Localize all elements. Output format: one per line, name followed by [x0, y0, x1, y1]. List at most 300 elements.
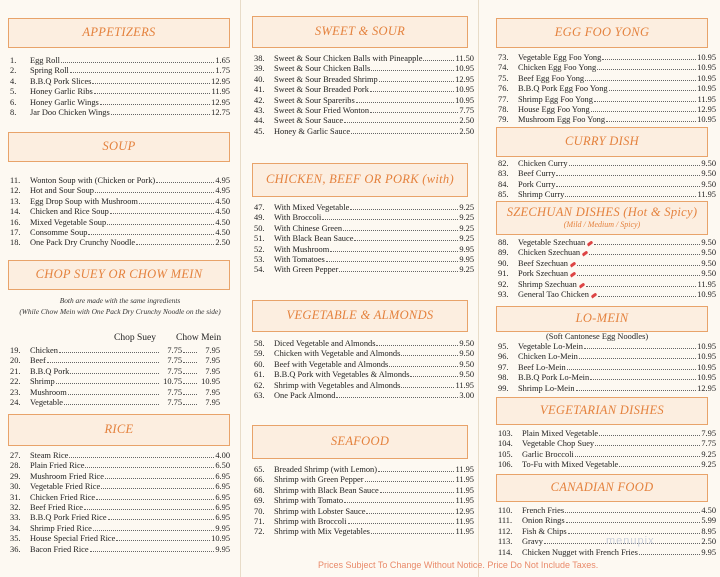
item-price: 10.95	[455, 85, 474, 95]
item-name: Wonton Soup with (Chicken or Pork)	[30, 176, 156, 185]
item-name: Breaded Shrimp (with Lemon)	[274, 465, 378, 474]
item-number: 78.	[498, 104, 509, 114]
item-price: 11.95	[455, 516, 474, 526]
leader-dots	[139, 203, 214, 204]
leader-dots	[598, 296, 696, 297]
item-price: 2.50	[459, 126, 474, 136]
price-footer: Prices Subject To Change Without Notice. Price Do Not Include Taxes.	[318, 560, 599, 570]
item-name: Onion Rings	[522, 516, 565, 526]
leader-dots	[96, 499, 214, 500]
menu-item	[10, 367, 220, 377]
item-number: 68.	[254, 485, 265, 495]
item-name: Mushroom Fried Rice	[30, 471, 104, 481]
menu-item	[498, 95, 716, 105]
leader-dots	[90, 551, 215, 552]
menu-item	[498, 450, 716, 460]
leader-dots	[330, 251, 458, 252]
item-price: 10.95	[211, 534, 230, 544]
menu-item	[254, 224, 474, 234]
item-name: Jar Doo Chicken Wings	[30, 107, 110, 117]
leader-dots	[606, 121, 696, 122]
watermark: menupix	[606, 535, 655, 547]
leader-dots	[336, 397, 458, 398]
menu-item	[498, 342, 716, 352]
item-name: Sweet & Sour Fried Wonton	[274, 105, 370, 115]
menu-item	[254, 116, 474, 126]
menu-item	[498, 429, 716, 439]
item-name: With Mixed Vegetable	[274, 203, 350, 212]
item-name: With Broccoli	[274, 213, 322, 223]
leader-dots	[589, 254, 700, 255]
rice-list	[10, 451, 230, 555]
chow-mein-col-label: Chow Mein	[176, 333, 222, 343]
menu-item	[10, 534, 230, 544]
item-number: 34.	[10, 523, 21, 533]
menu-item	[10, 388, 220, 398]
menu-item	[254, 465, 474, 475]
item-price: 9.50	[701, 248, 716, 258]
appetizers-list	[10, 56, 230, 118]
item-number: 72.	[254, 527, 265, 537]
chop-suey-col-label: Chop Suey	[114, 333, 156, 343]
leader-dots	[56, 383, 159, 384]
chow-mein-price: 10.95	[201, 377, 220, 387]
leader-dots	[594, 244, 700, 245]
szechuan-subtitle: (Mild / Medium / Spicy)	[563, 220, 641, 230]
item-name: Shrimp Lo-Mein	[518, 383, 575, 393]
menu-item	[254, 507, 474, 517]
item-price: 9.25	[701, 460, 716, 470]
leader-dots	[322, 219, 458, 220]
item-name: Sweet & Sour Spareribs	[274, 95, 355, 105]
item-name: Shrimp Szechuan	[518, 279, 577, 289]
item-number: 28.	[10, 461, 21, 471]
item-price: 11.95	[455, 485, 474, 495]
item-number: 112.	[498, 526, 513, 536]
item-name: With Green Pepper	[274, 265, 339, 275]
menu-item	[10, 238, 230, 248]
menu-item	[498, 190, 716, 200]
item-number: 92.	[498, 279, 509, 289]
szechuan-list	[498, 238, 716, 300]
item-price: 10.95	[697, 115, 716, 125]
item-number: 5.	[10, 87, 17, 97]
leader-dots	[339, 271, 458, 272]
item-name: Vegetable Fried Rice	[30, 482, 101, 492]
item-name: Vegetable Egg Foo Yong	[518, 53, 602, 62]
item-name: B.B.Q Pork Slices	[30, 76, 92, 86]
item-name: Sweet & Sour Breaded Pork	[274, 85, 369, 95]
menu-item	[498, 84, 716, 94]
item-name: Fish & Chips	[522, 526, 567, 536]
menu-item	[254, 349, 474, 359]
curry-header: CURRY DISH	[496, 127, 708, 157]
item-price: 9.95	[459, 244, 474, 254]
item-number: 40.	[254, 74, 265, 84]
item-name: One Pack Almond	[274, 390, 336, 400]
item-name: Shrimp Egg Foo Yong	[518, 94, 593, 104]
item-price: 9.25	[459, 234, 474, 244]
leader-dots	[354, 240, 458, 241]
lo-mein-list	[498, 342, 716, 394]
leader-dots	[401, 387, 454, 388]
egg-foo-yong-header: EGG FOO YONG	[496, 18, 708, 48]
item-number: 97.	[498, 362, 509, 372]
leader-dots	[619, 466, 700, 467]
menu-item	[498, 280, 716, 290]
leader-dots	[366, 513, 454, 514]
item-name: Chicken Nugget with French Fries	[522, 547, 638, 557]
menu-column-1	[0, 0, 240, 577]
menu-item	[10, 493, 230, 503]
leader-dots	[70, 373, 159, 374]
item-name: To-Fu with Mixed Vegetable	[522, 460, 619, 470]
item-number: 98.	[498, 373, 509, 383]
item-name: Chicken Egg Foo Yong	[518, 63, 597, 73]
menu-item	[10, 503, 230, 513]
item-price: 9.50	[459, 339, 474, 348]
item-number: 12.	[10, 186, 21, 196]
menu-item	[10, 513, 230, 523]
item-number: 36.	[10, 544, 21, 554]
item-number: 20.	[10, 356, 21, 366]
menu-item	[498, 506, 716, 516]
seafood-list	[254, 465, 474, 538]
item-price: 6.95	[215, 482, 230, 492]
item-number: 42.	[254, 95, 265, 105]
leader-dots	[594, 101, 697, 102]
menu-item	[10, 545, 230, 555]
item-price: 1.75	[215, 66, 230, 76]
item-name: Chicken with Vegetable and Almonds	[274, 349, 401, 359]
leader-dots	[183, 394, 197, 395]
item-number: 70.	[254, 506, 265, 516]
item-number: 65.	[254, 465, 265, 474]
menu-item	[498, 384, 716, 394]
item-name: Vegetable	[30, 397, 64, 407]
leader-dots	[556, 186, 700, 187]
rice-header: RICE	[8, 414, 230, 446]
lo-mein-subtitle: (Soft Cantonese Egg Noodles)	[546, 332, 649, 341]
menu-item	[254, 360, 474, 370]
item-price: 4.50	[215, 227, 230, 237]
item-number: 85.	[498, 190, 509, 200]
item-name: Beef Lo-Mein	[518, 362, 566, 372]
soup-header: SOUP	[8, 132, 230, 162]
item-number: 4.	[10, 76, 17, 86]
chow-mein-price: 7.95	[205, 397, 220, 407]
item-name: Shrimp with Broccoli	[274, 516, 347, 526]
menu-item	[254, 64, 474, 74]
item-price: 10.95	[697, 84, 716, 94]
item-price: 6.95	[215, 471, 230, 481]
item-number: 99.	[498, 383, 509, 393]
item-number: 104.	[498, 439, 513, 449]
item-price: 9.50	[701, 179, 716, 189]
item-name: House Egg Foo Yong	[518, 104, 590, 114]
leader-dots	[556, 175, 700, 176]
menu-item	[254, 527, 474, 537]
item-number: 50.	[254, 223, 265, 233]
item-price: 9.25	[701, 449, 716, 459]
item-name: Vegetable Chop Suey	[522, 439, 595, 449]
item-price: 6.95	[215, 502, 230, 512]
leader-dots	[590, 379, 696, 380]
item-name: Plain Fried Rice	[30, 461, 85, 471]
menu-item	[10, 451, 230, 461]
leader-dots	[350, 209, 458, 210]
leader-dots	[351, 133, 458, 134]
menu-item	[498, 105, 716, 115]
menu-item	[10, 197, 230, 207]
chop-suey-note-2: (While Chow Mein with One Pack Dry Crunchy Noodle on the side)	[19, 307, 221, 316]
item-number: 2.	[10, 66, 17, 76]
item-number: 30.	[10, 482, 21, 492]
leader-dots	[59, 352, 159, 353]
menu-item	[254, 213, 474, 223]
item-number: 76.	[498, 84, 509, 94]
item-number: 96.	[498, 352, 509, 362]
item-price: 10.95	[697, 362, 716, 372]
item-number: 111.	[498, 516, 513, 526]
leader-dots	[70, 72, 214, 73]
menu-item	[10, 228, 230, 238]
item-name: Chicken Curry	[518, 159, 568, 168]
leader-dots	[343, 230, 458, 231]
leader-dots	[389, 366, 458, 367]
item-name: Chicken Lo-Mein	[518, 352, 578, 362]
leader-dots	[584, 348, 696, 349]
leader-dots	[410, 376, 458, 377]
item-number: 24.	[10, 397, 21, 407]
item-number: 54.	[254, 265, 265, 275]
leader-dots	[68, 394, 159, 395]
item-price: 10.95	[697, 53, 716, 62]
menu-item	[254, 255, 474, 265]
item-name: Egg Drop Soup with Mushroom	[30, 196, 138, 206]
item-price: 7.75	[701, 439, 716, 449]
leader-dots	[326, 261, 459, 262]
item-number: 14.	[10, 207, 21, 217]
item-price: 2.50	[459, 116, 474, 126]
leader-dots	[567, 369, 696, 370]
item-name: Shrimp	[30, 377, 55, 387]
leader-dots	[183, 383, 197, 384]
item-name: Honey Garlic Wings	[30, 97, 99, 107]
leader-dots	[88, 234, 214, 235]
chop-suey-price: 7.75	[167, 366, 182, 376]
chow-mein-price: 7.95	[205, 346, 220, 355]
item-price: 3.00	[459, 390, 474, 400]
item-number: 51.	[254, 234, 265, 244]
leader-dots	[92, 83, 210, 84]
menu-item	[10, 356, 220, 366]
leader-dots	[423, 60, 454, 61]
leader-dots	[378, 471, 454, 472]
menu-item	[498, 169, 716, 179]
item-number: 8.	[10, 107, 17, 117]
menu-item	[254, 54, 474, 64]
item-name: Gravy	[522, 537, 543, 547]
leader-dots	[565, 512, 700, 513]
menu-item	[254, 486, 474, 496]
menu-item	[498, 180, 716, 190]
item-number: 74.	[498, 63, 509, 73]
menu-item	[10, 398, 220, 408]
item-price: 10.95	[697, 73, 716, 83]
item-price: 9.25	[459, 213, 474, 223]
leader-dots	[183, 404, 197, 405]
item-price: 10.95	[697, 373, 716, 383]
menu-item	[498, 259, 716, 269]
item-price: 12.95	[455, 74, 474, 84]
item-name: With Chinese Green	[274, 223, 343, 233]
leader-dots	[105, 478, 214, 479]
item-number: 35.	[10, 534, 21, 544]
veg-almonds-header: VEGETABLE & ALMONDS	[252, 300, 468, 332]
item-name: Pork Curry	[518, 179, 556, 189]
leader-dots	[566, 522, 701, 523]
item-price: 11.95	[697, 279, 716, 289]
item-number: 91.	[498, 269, 509, 279]
item-price: 10.95	[455, 95, 474, 105]
menu-item	[10, 377, 220, 387]
item-price: 6.50	[215, 461, 230, 471]
leader-dots	[93, 530, 214, 531]
soup-list	[10, 176, 230, 249]
item-number: 16.	[10, 217, 21, 227]
chop-suey-price: 7.75	[167, 387, 182, 397]
menu-item	[498, 63, 716, 73]
leader-dots	[47, 362, 159, 363]
item-name: General Tao Chicken	[518, 289, 589, 299]
item-name: Pork Szechuan	[518, 269, 569, 279]
leader-dots	[597, 69, 696, 70]
leader-dots	[586, 286, 697, 287]
item-name: Plain Mixed Vegetable	[522, 429, 599, 438]
menu-item	[498, 269, 716, 279]
item-number: 71.	[254, 516, 265, 526]
item-price: 12.95	[697, 383, 716, 393]
item-number: 113.	[498, 537, 513, 547]
canadian-list	[498, 506, 716, 558]
canadian-header: CANADIAN FOOD	[496, 474, 708, 502]
item-name: Chicken	[30, 346, 58, 355]
item-number: 32.	[10, 502, 21, 512]
menu-item	[254, 370, 474, 380]
item-name: B.B.Q Pork Egg Foo Yong	[518, 84, 608, 94]
leader-dots	[595, 445, 700, 446]
menu-item	[498, 352, 716, 362]
leader-dots	[116, 540, 210, 541]
item-number: 84.	[498, 179, 509, 189]
item-price: 12.95	[211, 76, 230, 86]
leader-dots	[370, 112, 458, 113]
leader-dots	[371, 533, 455, 534]
leader-dots	[575, 456, 700, 457]
leader-dots	[568, 533, 701, 534]
item-name: Shrimp with Black Bean Sauce	[274, 485, 379, 495]
item-name: Vegetable Szechuan	[518, 238, 586, 247]
item-number: 63.	[254, 390, 265, 400]
vegetarian-list	[498, 429, 716, 471]
item-number: 1.	[10, 56, 17, 65]
item-price: 9.50	[701, 258, 716, 268]
leader-dots	[64, 404, 159, 405]
leader-dots	[565, 196, 696, 197]
item-name: Sweet & Sour Chicken Balls with Pineapple	[274, 54, 423, 63]
menu-item	[254, 96, 474, 106]
item-number: 95.	[498, 342, 509, 351]
item-price: 9.95	[701, 547, 716, 557]
item-number: 6.	[10, 97, 17, 107]
item-name: Beef Fried Rice	[30, 502, 84, 512]
item-price: 11.95	[211, 87, 230, 97]
chop-suey-price: 7.75	[167, 397, 182, 407]
chop-suey-list	[10, 346, 220, 408]
item-price: 4.95	[215, 176, 230, 185]
item-number: 13.	[10, 196, 21, 206]
item-name: House Special Fried Rice	[30, 534, 116, 544]
menu-item	[498, 363, 716, 373]
egg-foo-yong-list	[498, 53, 716, 126]
menu-item	[254, 339, 474, 349]
item-price: 10.95	[697, 342, 716, 351]
item-name: Shrimp with Mix Vegetables	[274, 527, 370, 537]
leader-dots	[107, 224, 214, 225]
item-price: 9.50	[459, 359, 474, 369]
item-price: 9.50	[459, 349, 474, 359]
menu-item	[498, 516, 716, 526]
item-price: 4.50	[701, 506, 716, 515]
leader-dots	[183, 373, 197, 374]
item-price: 11.95	[455, 527, 474, 537]
leader-dots	[577, 265, 700, 266]
item-number: 23.	[10, 387, 21, 397]
lo-mein-header: LO-MEIN	[496, 306, 708, 332]
item-name: Garlic Broccoli	[522, 449, 574, 459]
pepper-icon	[591, 293, 598, 299]
leader-dots	[569, 165, 701, 166]
item-number: 66.	[254, 475, 265, 485]
leader-dots	[183, 362, 197, 363]
item-name: Beef Egg Foo Yong	[518, 73, 585, 83]
menu-item	[498, 373, 716, 383]
menu-item	[498, 548, 716, 558]
menu-item	[498, 290, 716, 300]
item-name: Diced Vegetable and Almonds	[274, 339, 376, 348]
menu-item	[254, 265, 474, 275]
chicken-beef-pork-list	[254, 203, 474, 276]
item-name: Mushroom Egg Foo Yong	[518, 115, 606, 125]
leader-dots	[108, 519, 215, 520]
leader-dots	[156, 182, 214, 183]
leader-dots	[376, 345, 458, 346]
item-number: 90.	[498, 258, 509, 268]
leader-dots	[183, 352, 197, 353]
item-price: 10.95	[697, 352, 716, 362]
item-name: French Fries	[522, 506, 565, 515]
item-price: 11.95	[455, 465, 474, 474]
item-name: Sweet & Sour Chicken Balls	[274, 64, 371, 74]
item-number: 69.	[254, 496, 265, 506]
item-name: Shrimp Fried Rice	[30, 523, 92, 533]
menu-item	[10, 207, 230, 217]
item-price: 11.95	[455, 475, 474, 485]
pepper-icon	[587, 241, 594, 247]
item-name: One Pack Dry Crunchy Noodle	[30, 238, 136, 248]
menu-item	[10, 524, 230, 534]
